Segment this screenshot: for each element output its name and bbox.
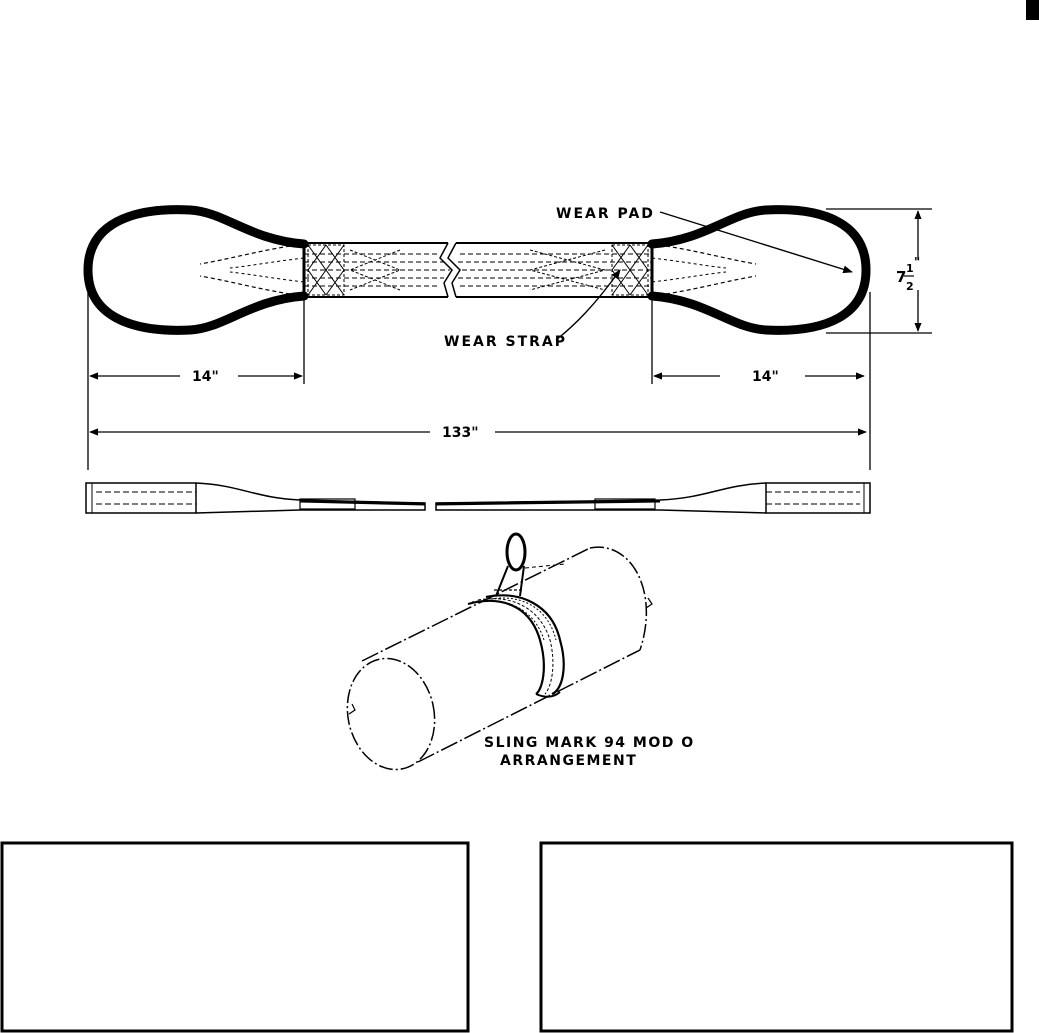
wear-pad-label: WEAR PAD: [556, 206, 655, 222]
right-eye-loop: [652, 210, 866, 331]
left-eye-loop: [88, 210, 304, 331]
dim-eye-width-whole: 7: [896, 268, 907, 286]
page-corner-mark: [1026, 0, 1039, 20]
right-empty-box: [541, 843, 1012, 1031]
dim-eye-width-unit: ": [914, 255, 921, 269]
left-empty-box: [2, 843, 468, 1031]
sling-side-view: [86, 483, 870, 513]
right-wear-strap-stitching: [530, 245, 648, 295]
dim-overall: 133": [442, 425, 479, 441]
wear-strap-leader: [556, 270, 620, 340]
sling-top-view: [88, 210, 866, 331]
caption-line-1: SLING MARK 94 MOD O: [484, 735, 695, 751]
wear-strap-label: WEAR STRAP: [444, 334, 568, 350]
dim-eye-width-den: 2: [906, 280, 914, 293]
dim-eye-right: 14": [752, 369, 779, 385]
caption-line-2: ARRANGEMENT: [500, 753, 638, 769]
dim-eye-left: 14": [192, 369, 219, 385]
dim-eye-width-num: 1: [906, 262, 914, 275]
